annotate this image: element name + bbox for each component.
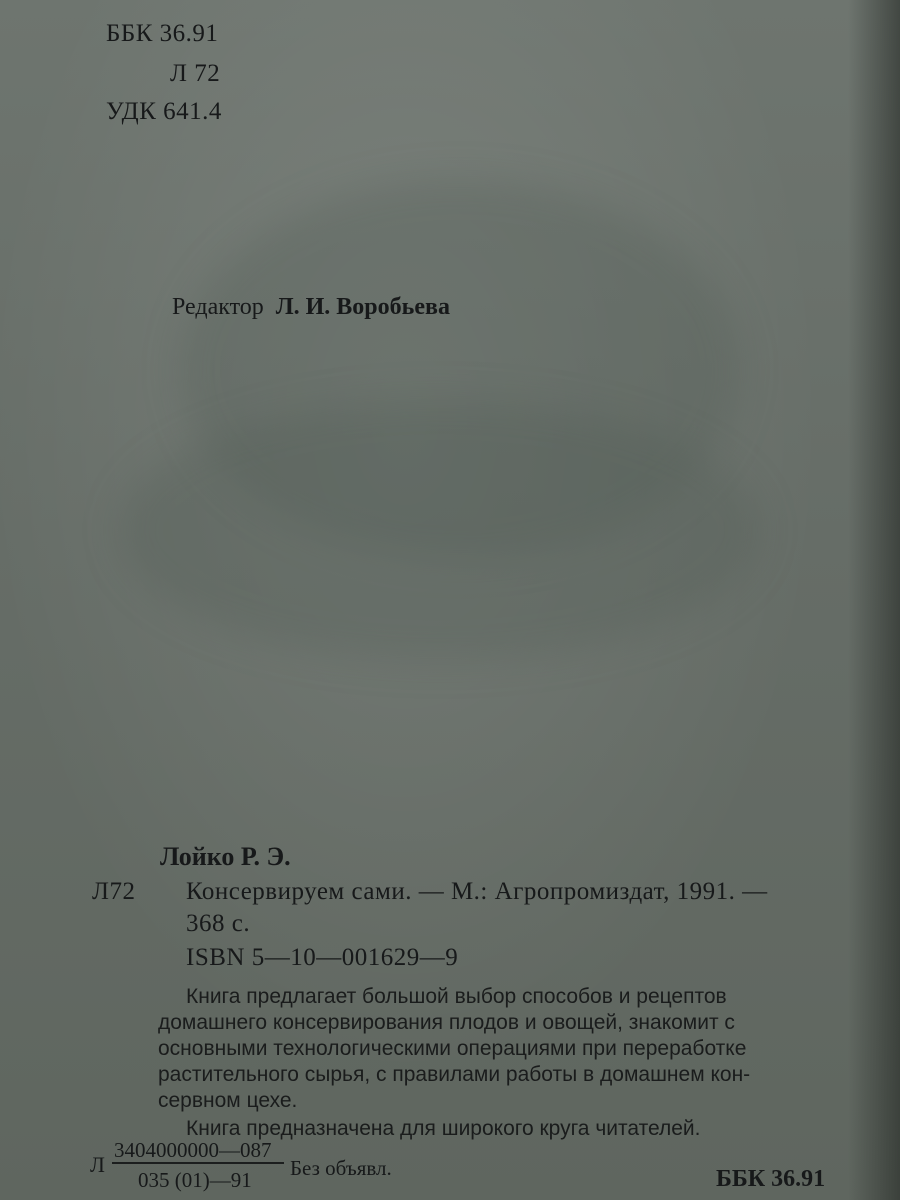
editor-name: Л. И. Воробьева	[275, 294, 450, 320]
title-line: Консервируем сами. — М.: Агропромиздат, 1991. —	[186, 878, 768, 905]
catalog-index: Л72	[92, 878, 136, 905]
annotation-line: растительного сырья, с правилами работы в домашнем кон-	[158, 1063, 751, 1086]
library-code-top: Л 72	[170, 60, 221, 87]
annotation-line: сервном цехе.	[158, 1089, 298, 1112]
footer-numerator: 3404000000—087	[114, 1138, 272, 1162]
annotation-line: домашнего консервирования плодов и овощей, знакомит с	[158, 1011, 735, 1034]
annotation-line: основными технологическими операциями при переработке	[158, 1037, 747, 1060]
show-through-shape	[120, 400, 760, 660]
author-heading: Лойко Р. Э.	[160, 842, 291, 871]
isbn: ISBN 5—10—001629—9	[186, 944, 459, 971]
page-count: 368 с.	[186, 910, 251, 937]
bbk-top: ББК 36.91	[106, 20, 219, 47]
footer-note: Без объявл.	[290, 1156, 392, 1180]
annotation	[158, 984, 864, 1142]
audience-line: Книга предназначена для широкого круга читателей.	[186, 1117, 701, 1140]
footer-denominator: 035 (01)—91	[138, 1168, 252, 1192]
fraction-bar	[112, 1162, 284, 1164]
footer-letter: Л	[90, 1152, 105, 1177]
editor-label: Редактор	[172, 294, 264, 320]
editor-line	[172, 294, 450, 321]
udk-code: УДК 641.4	[106, 98, 222, 125]
bbk-bottom: ББК 36.91	[716, 1166, 826, 1192]
annotation-line: Книга предлагает большой выбор способов и рецептов	[186, 985, 727, 1008]
